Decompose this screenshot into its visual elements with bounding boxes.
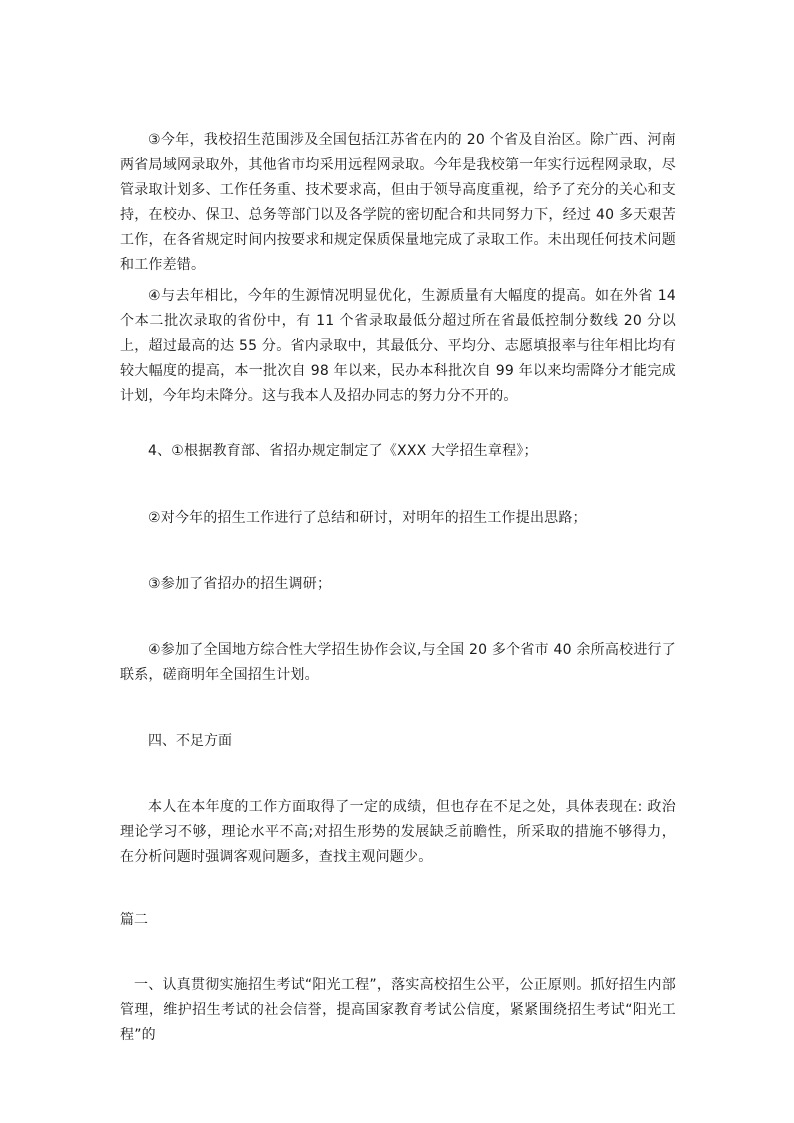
section-heading-shortcomings: 四、不足方面 xyxy=(148,733,232,749)
paragraph-shortcomings: 本人在本年度的工作方面取得了一定的成绩，但也存在不足之处，具体表现在: 政治理论学习不够，理论水平不高;对招生形势的发展缺乏前瞻性，所采取的措施不够得力，在分析问题时强调客观问题多，查找主观问题少。 xyxy=(120,799,676,865)
paragraph-admission-scope: ③今年，我校招生范围涉及全国包括江苏省在内的 20 个省及自治区。除广西、河南两省局域网录取外，其他省市均采用远程网录取。今年是我校第一年实行远程网录取，尽管录取计划多、工作任务重、技术要求高，但由于领导高度重视，给予了充分的关心和支持，在校办、保卫、总务等部门以及各学院的密切配合和共同努力下，经过 40 多天艰苦工作，在各省规定时间内按要求和规定保质保量地完成了录取工作。未出现任何技术问题和工作差错。 xyxy=(120,132,676,273)
part-label: 篇二 xyxy=(120,912,148,928)
paragraph-item-4-1: 4、①根据教育部、省招办规定制定了《XXX 大学招生章程》； xyxy=(148,443,538,459)
paragraph-item-4-4: ④参加了全国地方综合性大学招生协作会议,与全国 20 多个省市 40 余所高校进行了联系，磋商明年全国招生计划。 xyxy=(120,642,676,683)
paragraph-student-quality: ④与去年相比，今年的生源情况明显优化，生源质量有大幅度的提高。如在外省 14 个本二批次录取的省份中，有 11 个省录取最低分超过所在省最低控制分数线 20 分以上，超过最高的达 55 分。省内录取中，其最低分、平均分、志愿填报率与往年相比均有较大幅度的提高，本一批次自 98 年以来，民办本科批次自 99 年以来均需降分才能完成计划，今年均未降分。这与我本人及招办同志的努力分不开的。 xyxy=(120,288,676,404)
paragraph-item-4-2: ②对今年的招生工作进行了总结和研讨，对明年的招生工作提出思路； xyxy=(148,510,587,526)
paragraph-item-4-3: ③参加了省招办的招生调研； xyxy=(148,576,332,592)
paragraph-sunshine-project: 一、认真贯彻实施招生考试“阳光工程”，落实高校招生公平，公正原则。抓好招生内部管理，维护招生考试的社会信誉，提高国家教育考试公信度，紧紧围绕招生考试“阳光工程”的 xyxy=(120,977,676,1043)
